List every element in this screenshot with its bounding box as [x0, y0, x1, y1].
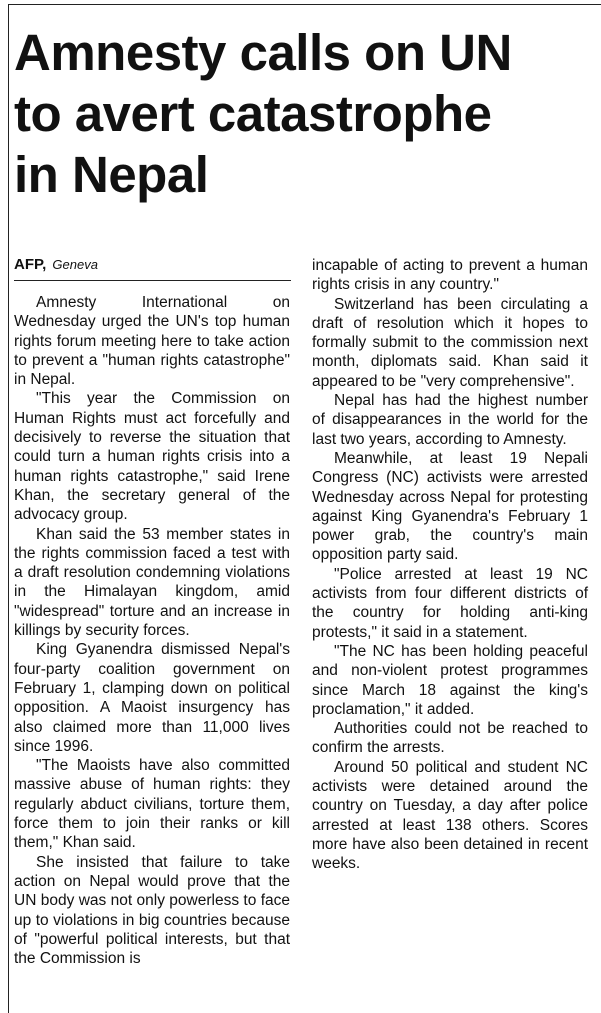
body-paragraph-continued: incapable of acting to prevent a human rights crisis in any country." — [312, 257, 588, 294]
byline — [14, 256, 291, 274]
top-border-rule — [8, 4, 601, 5]
body-paragraph: "The NC has been holding peaceful and non-violent protest programmes since March 18 against the king's proclamation," it added. — [312, 642, 588, 718]
byline-agency: AFP, — [14, 256, 47, 273]
left-border-rule — [8, 4, 9, 1013]
body-paragraph: Around 50 political and student NC activists were detained around the country on Tuesday, a day after police arrested at least 138 others. Scores more have also been detained in recent weeks. — [312, 758, 588, 873]
body-paragraph: Khan said the 53 member states in the rights commission faced a test with a draft resolution condemning violations in the Himalayan kingdom, amid "widespread" torture and an increase in killings by security forces. — [14, 525, 290, 640]
body-paragraph: Amnesty International on Wednesday urged the UN's top human rights forum meeting here to take action to prevent a "human rights catastrophe" in Nepal. — [14, 294, 290, 389]
headline-line: to avert catastrophe — [14, 85, 492, 142]
body-paragraph: "This year the Commission on Human Rights must act forcefully and decisively to reverse the situation that could turn a human rights crisis into a human rights catastrophe," said Irene Khan, the secretary general of the advocacy group. — [14, 390, 290, 524]
headline-line: Amnesty calls on UN — [14, 24, 512, 81]
body-paragraph: Nepal has had the highest number of disappearances in the world for the last two years, according to Amnesty. — [312, 392, 588, 448]
body-paragraph: She insisted that failure to take action on Nepal would prove that the UN body was not only powerless to face up to violations in big countries because of "powerful political interests, but that the Commission is — [14, 853, 290, 968]
body-paragraph: Authorities could not be reached to confirm the arrests. — [312, 720, 588, 757]
article-column-2 — [312, 256, 588, 874]
byline-divider — [14, 280, 291, 281]
body-paragraph: "The Maoists have also committed massive abuse of human rights: they regularly abduct civilians, torture them, force them to join their ranks or kill them," Khan said. — [14, 757, 290, 852]
headline-line: in Nepal — [14, 146, 209, 203]
body-paragraph: "Police arrested at least 19 NC activists from four different districts of the country for holding anti-king protests," it said in a statement. — [312, 565, 588, 641]
body-paragraph: Switzerland has been circulating a draft of resolution which it hopes to formally submit to the commission next month, diplomats said. Khan said it appeared to be "very comprehensive". — [312, 295, 588, 390]
article-headline — [14, 22, 594, 205]
body-paragraph: King Gyanendra dismissed Nepal's four-party coalition government on February 1, clamping down on political opposition. A Maoist insurgency has also claimed more than 11,000 lives since 1996. — [14, 641, 290, 755]
article-column-1 — [14, 293, 290, 968]
byline-place: Geneva — [52, 257, 98, 272]
body-paragraph: Meanwhile, at least 19 Nepali Congress (NC) activists were arrested Wednesday across Nepal for protesting against King Gyanendra's February 1 power grab, the country's main opposition party said. — [312, 449, 588, 564]
